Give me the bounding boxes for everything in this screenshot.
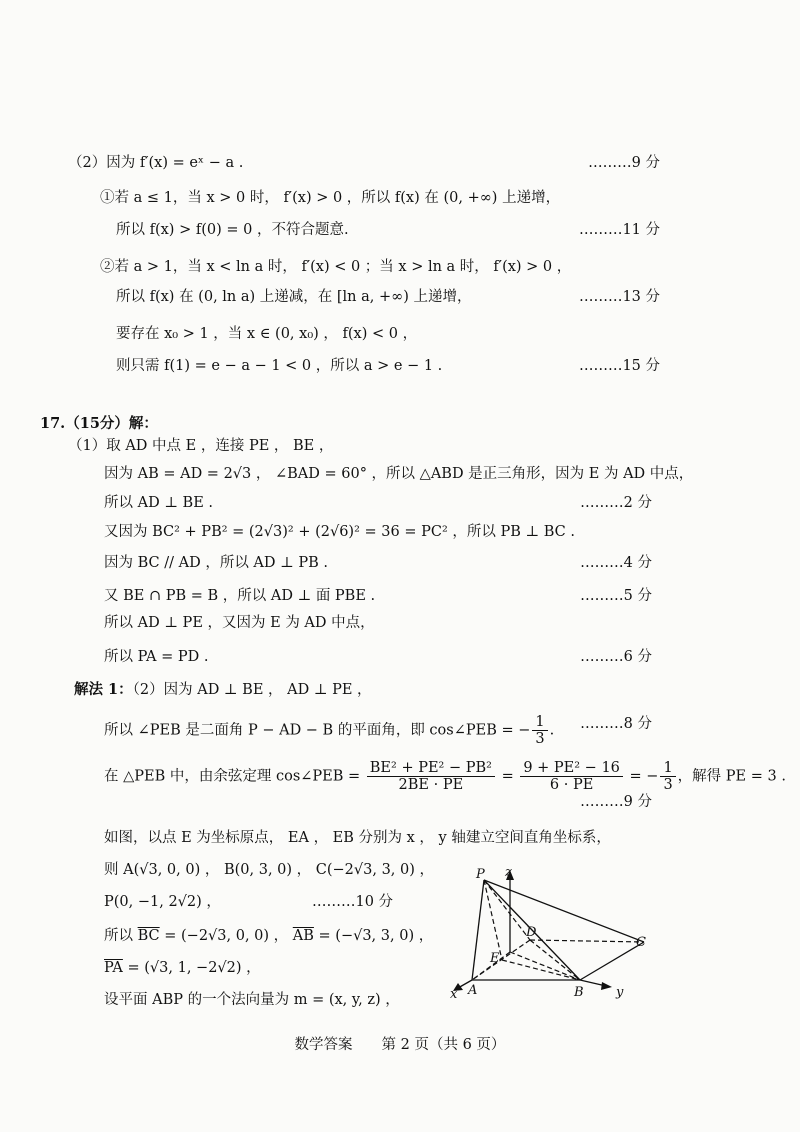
score-9b: ………9 分: [580, 794, 652, 810]
coord-line3: P(0, −1, 2√2) ，: [104, 894, 221, 910]
period: .: [549, 722, 555, 739]
equals-sign: =: [501, 768, 514, 785]
label-b: B: [574, 985, 584, 1000]
label-x: x: [450, 987, 458, 1002]
method1-label: 解法 1：: [74, 681, 133, 698]
fraction-one-third: [532, 714, 547, 747]
cosine-denominator-2: 6 · PE: [549, 777, 594, 793]
fraction-one-third-2: [660, 760, 675, 793]
label-y: y: [616, 985, 624, 1000]
label-e: E: [490, 951, 500, 966]
cosine-numerator-1: BE² + PE² − PB²: [367, 760, 495, 777]
cosine-denominator-1: 2BE · PE: [398, 777, 464, 793]
edge-dc: [530, 940, 644, 942]
fraction-numerator: 1: [532, 714, 547, 731]
score-10: ………10 分: [312, 894, 394, 910]
vector-bc: $\overline{BC}$: [137, 928, 160, 944]
method1-line1: [74, 680, 372, 700]
coord-line6: 设平面 ABP 的一个法向量为 m = (x, y, z) ，: [104, 992, 400, 1008]
edge-db: [530, 940, 580, 980]
vector-ab-value: = (−√3, 3, 0) ，: [318, 928, 434, 944]
coord-line2: 则 A(√3, 0, 0) ， B(0, 3, 0) ， C(−2√3, 3, 0) ，: [104, 862, 435, 878]
q16-case1-line1: ①若 a ≤ 1，当 x > 0 时， f′(x) > 0 ，所以 f(x) 在 (0, +∞) 上递增，: [100, 190, 561, 206]
figure-labels: [450, 865, 646, 1002]
axis-ey: [510, 952, 580, 980]
q17-part1-line3: 所以 AD ⊥ BE .: [104, 495, 214, 511]
law-of-cosines-text: 在 △PEB 中，由余弦定理 cos∠PEB =: [104, 768, 361, 785]
edge-pa: [472, 880, 484, 980]
vector-bc-value: = (−2√3, 0, 0) ，: [164, 928, 289, 944]
coord-line1: 如图，以点 E 为坐标原点， EA ， EB 分别为 x ， y 轴建立空间直角坐标系，: [104, 830, 611, 846]
fraction-numerator-2: 1: [660, 760, 675, 777]
score-8: ………8 分: [580, 716, 652, 732]
cosine-fraction-2: [520, 760, 623, 793]
q16-case2-line2: 所以 f(x) 在 (0, ln a) 上递减，在 [ln a, +∞) 上递增，: [116, 289, 472, 305]
score-11: ………11 分: [578, 222, 660, 238]
method1-line2-text: 所以 ∠PEB 是二面角 P − AD − B 的平面角，即 cos∠PEB = −: [104, 722, 531, 739]
q16-case2-line1: ②若 a > 1，当 x < ln a 时， f′(x) < 0 ；当 x > ln a 时， f′(x) > 0 ，: [100, 259, 572, 275]
q17-part1-line2: 因为 AB = AD = 2√3 ， ∠BAD = 60° ，所以 △ABD 是正三角形，因为 E 为 AD 中点，: [104, 466, 694, 482]
label-a: A: [468, 983, 478, 998]
label-z: z: [505, 865, 512, 880]
coord-line4: [104, 926, 433, 946]
score-13: ………13 分: [578, 289, 660, 305]
page-footer: 数学答案 第 2 页（共 6 页）: [294, 1037, 506, 1053]
cosine-fraction-1: [367, 760, 495, 793]
q17-heading: 17.（15分）解：: [40, 415, 158, 432]
method1-line2: [104, 714, 554, 747]
cosine-numerator-2: 9 + PE² − 16: [520, 760, 623, 777]
fraction-denominator-2: 3: [663, 777, 673, 793]
q16-case2-line3: 要存在 x₀ > 1 ，当 x ∈ (0, x₀) ， f(x) < 0 ，: [116, 326, 418, 342]
so-text: 所以: [104, 928, 133, 944]
score-6: ………6 分: [580, 649, 652, 665]
q17-part1-line1: （1）取 AD 中点 E ，连接 PE ， BE ，: [68, 438, 334, 454]
edge-pc: [484, 880, 644, 942]
coord-line5: [104, 958, 261, 978]
label-d: D: [526, 925, 537, 940]
pyramid-figure: [440, 858, 680, 1008]
method1-text: （2）因为 AD ⊥ BE ， AD ⊥ PE ，: [132, 682, 372, 698]
vector-pa: $\overline{PA}$: [104, 960, 123, 976]
edge-pe: [484, 880, 502, 960]
q16-case2-line4: 则只需 f(1) = e − a − 1 < 0 ，所以 a > e − 1 .: [116, 358, 443, 374]
vector-pa-value: = (√3, 1, −2√2) ，: [127, 960, 261, 976]
method1-line3: [104, 760, 786, 793]
solve-pe-text: ，解得 PE = 3 .: [677, 768, 786, 785]
score-2: ………2 分: [580, 495, 652, 511]
score-5: ………5 分: [580, 588, 652, 604]
q17-part1-line5: 因为 BC // AD ，所以 AD ⊥ PB .: [104, 555, 329, 571]
q16-case1-line2: 所以 f(x) > f(0) = 0 ，不符合题意.: [116, 222, 349, 238]
q17-part1-line8: 所以 PA = PD .: [104, 649, 209, 665]
score-15: ………15 分: [578, 358, 660, 374]
q17-part1-line7: 所以 AD ⊥ PE ，又因为 E 为 AD 中点，: [104, 615, 375, 631]
vector-ab: $\overline{AB}$: [292, 928, 314, 944]
figure-edges: [458, 880, 644, 988]
fraction-denominator: 3: [535, 731, 545, 747]
edge-bc: [580, 942, 644, 980]
score-4: ………4 分: [580, 555, 652, 571]
score-9: ………9 分: [588, 155, 660, 171]
q17-part1-line6: 又 BE ∩ PB = B ，所以 AD ⊥ 面 PBE .: [104, 588, 376, 604]
equals-minus: = −: [629, 768, 659, 785]
label-c: C: [636, 935, 646, 950]
q17-part1-line4: 又因为 BC² + PB² = (2√3)² + (2√6)² = 36 = PC² ，所以 PB ⊥ BC .: [104, 524, 575, 540]
q16-part2-line1: （2）因为 f′(x) = eˣ − a .: [68, 155, 244, 171]
label-p: P: [476, 867, 485, 882]
y-arrow-icon: [601, 982, 612, 990]
